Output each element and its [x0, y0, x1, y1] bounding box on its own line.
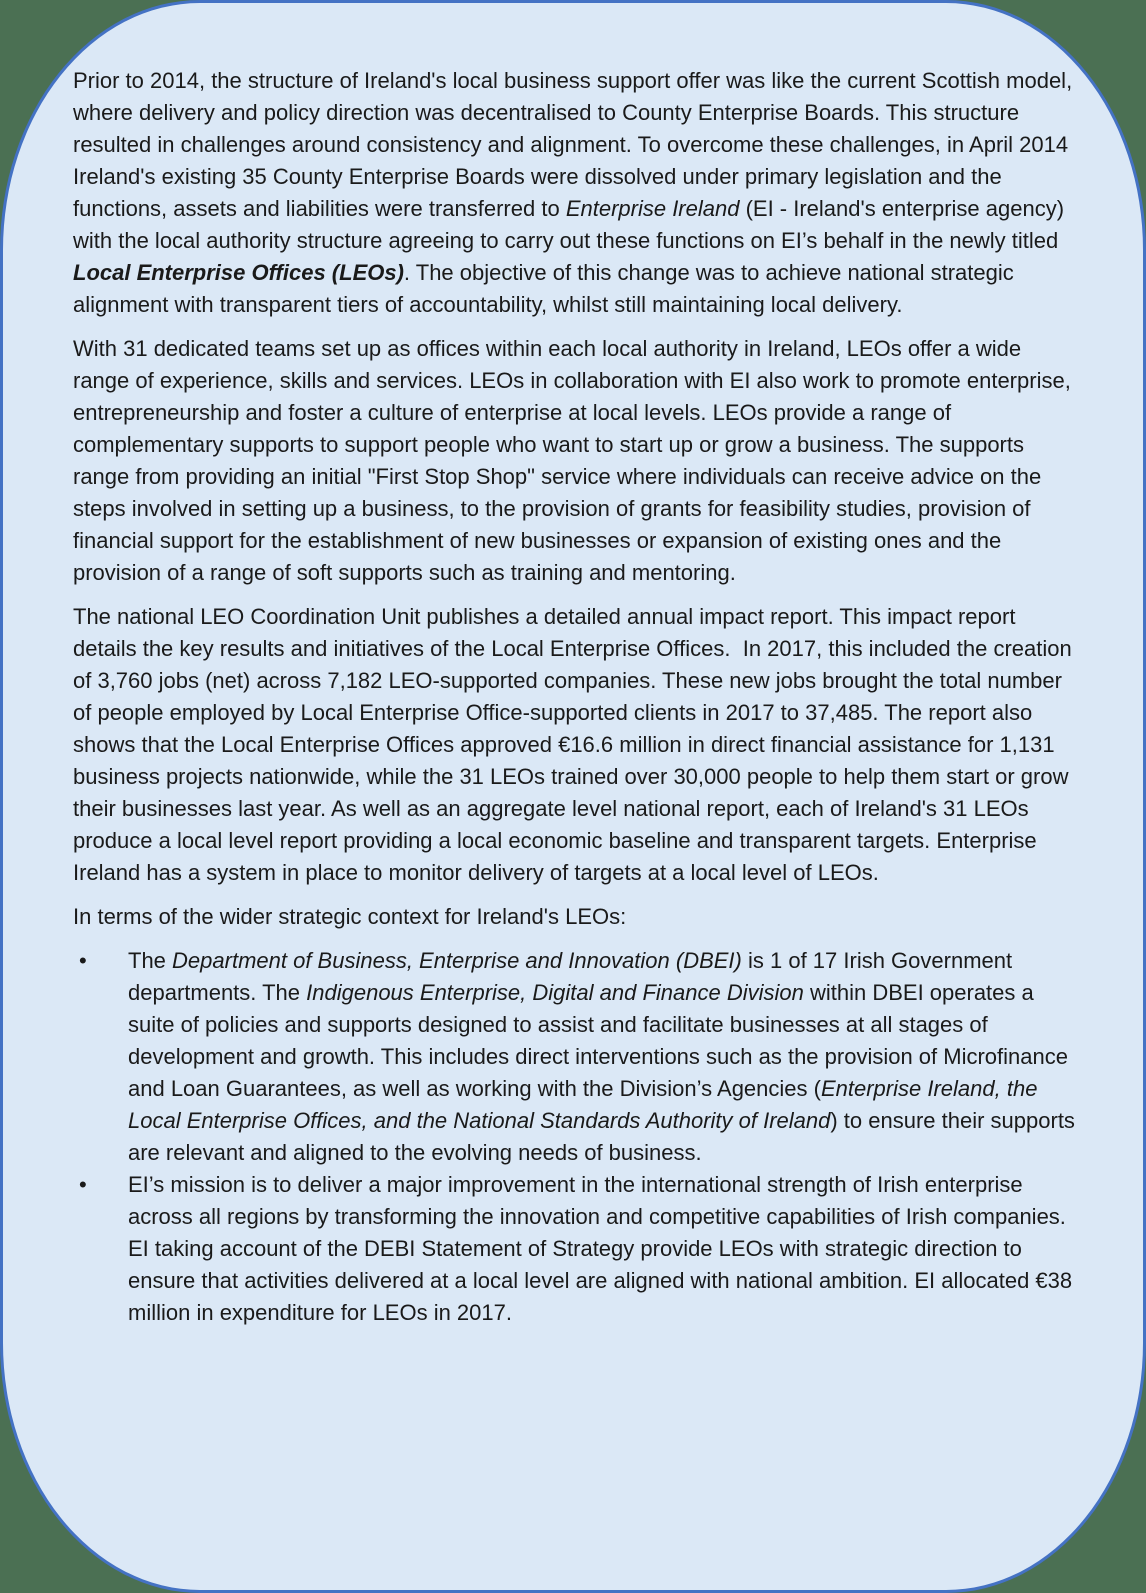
text-run: Local Enterprise Offices (LEOs): [73, 260, 404, 285]
list-item-text: [128, 1169, 1077, 1329]
paragraph: [73, 333, 1077, 589]
text-run: EI’s mission is to deliver a major improvement in the international strength of Irish enterprise across all regions by transforming the innovation and competitive capabilities of Irish companies. EI taking account of the DEBI Statement of Strategy provide LEOs with strategic direction to ensure that activities delivered at a local level are aligned with national ambition. EI allocated €38 million in expenditure for LEOs in 2017.: [128, 1172, 1079, 1325]
text-run: Prior to 2014, the structure of Ireland's local business support offer was like the current Scottish model, where delivery and policy direction was decentralised to County Enterprise Boards. This structure resulted in challenges around consistency and alignment. To overcome these challenges, in April 2014 Ireland's existing 35 County Enterprise Boards were dissolved under primary legislation and the functions, assets and liabilities were transferred to: [73, 68, 1079, 221]
text-run: In terms of the wider strategic context for Ireland's LEOs:: [73, 904, 627, 929]
text-run: within DBEI operates a suite of policies and supports designed to assist and facilitate businesses at all stages of development and growth. This includes direct interventions such as the provision of Microfinance and Loan Guarantees, as well as working with the Division’s Agencies (: [128, 980, 1075, 1101]
text-run: The: [128, 948, 173, 973]
text-run: With 31 dedicated teams set up as offices within each local authority in Ireland, LEOs offer a wide range of experience, skills and services. LEOs in collaboration with EI also work to promote enterprise, entrepreneurship and foster a culture of enterprise at local levels. LEOs provide a range of complementary supports to support people who want to start up or grow a business. The supports range from providing an initial "First Stop Shop" service where individuals can receive advice on the steps involved in setting up a business, to the provision of grants for feasibility studies, provision of financial support for the establishment of new businesses or expansion of existing ones and the provision of a range of soft supports such as training and mentoring.: [73, 336, 1077, 585]
text-run: Enterprise Ireland: [565, 196, 740, 221]
text-run: . The objective of this change was to achieve national strategic alignment with transparent tiers of accountability, whilst still maintaining local delivery.: [73, 260, 1020, 317]
text-run: Department of Business, Enterprise and Innovation (DBEI): [172, 948, 742, 973]
paragraph: [73, 901, 1077, 933]
paragraph: [73, 65, 1077, 321]
text-run: Enterprise Ireland, the Local Enterprise Offices, and the National Standards Authority of Ireland: [128, 1076, 1044, 1133]
text-run: is 1 of 17 Irish Government departments. The: [128, 948, 1019, 1005]
list-item-text: [128, 945, 1082, 1169]
list-item: [73, 1169, 1077, 1329]
document-body: [73, 65, 1082, 1329]
list-item: [73, 945, 1082, 1169]
paragraph: [73, 601, 1077, 889]
text-run: Indigenous Enterprise, Digital and Finance Division: [306, 980, 804, 1005]
bullet-marker: •: [79, 1172, 87, 1197]
text-run: The national LEO Coordination Unit publishes a detailed annual impact report. This impact report details the key results and initiatives of the Local Enterprise Offices. In 2017, this included the creation of 3,760 jobs (net) across 7,182 LEO-supported companies. These new jobs brought the total number of people employed by Local Enterprise Office-supported clients in 2017 to 37,485. The report also shows that the Local Enterprise Offices approved €16.6 million in direct financial assistance for 1,131 business projects nationwide, while the 31 LEOs trained over 30,000 people to help them start or grow their businesses last year. As well as an aggregate level national report, each of Ireland's 31 LEOs produce a local level report providing a local economic baseline and transparent targets. Enterprise Ireland has a system in place to monitor delivery of targets at a local level of LEOs.: [73, 604, 1078, 885]
bullet-marker: •: [79, 948, 87, 973]
text-run: (EI - Ireland's enterprise agency) with the local authority structure agreeing to carry out these functions on EI’s behalf in the newly titled: [73, 196, 1071, 253]
text-run: ) to ensure their supports are relevant and aligned to the evolving needs of business.: [128, 1108, 1082, 1165]
